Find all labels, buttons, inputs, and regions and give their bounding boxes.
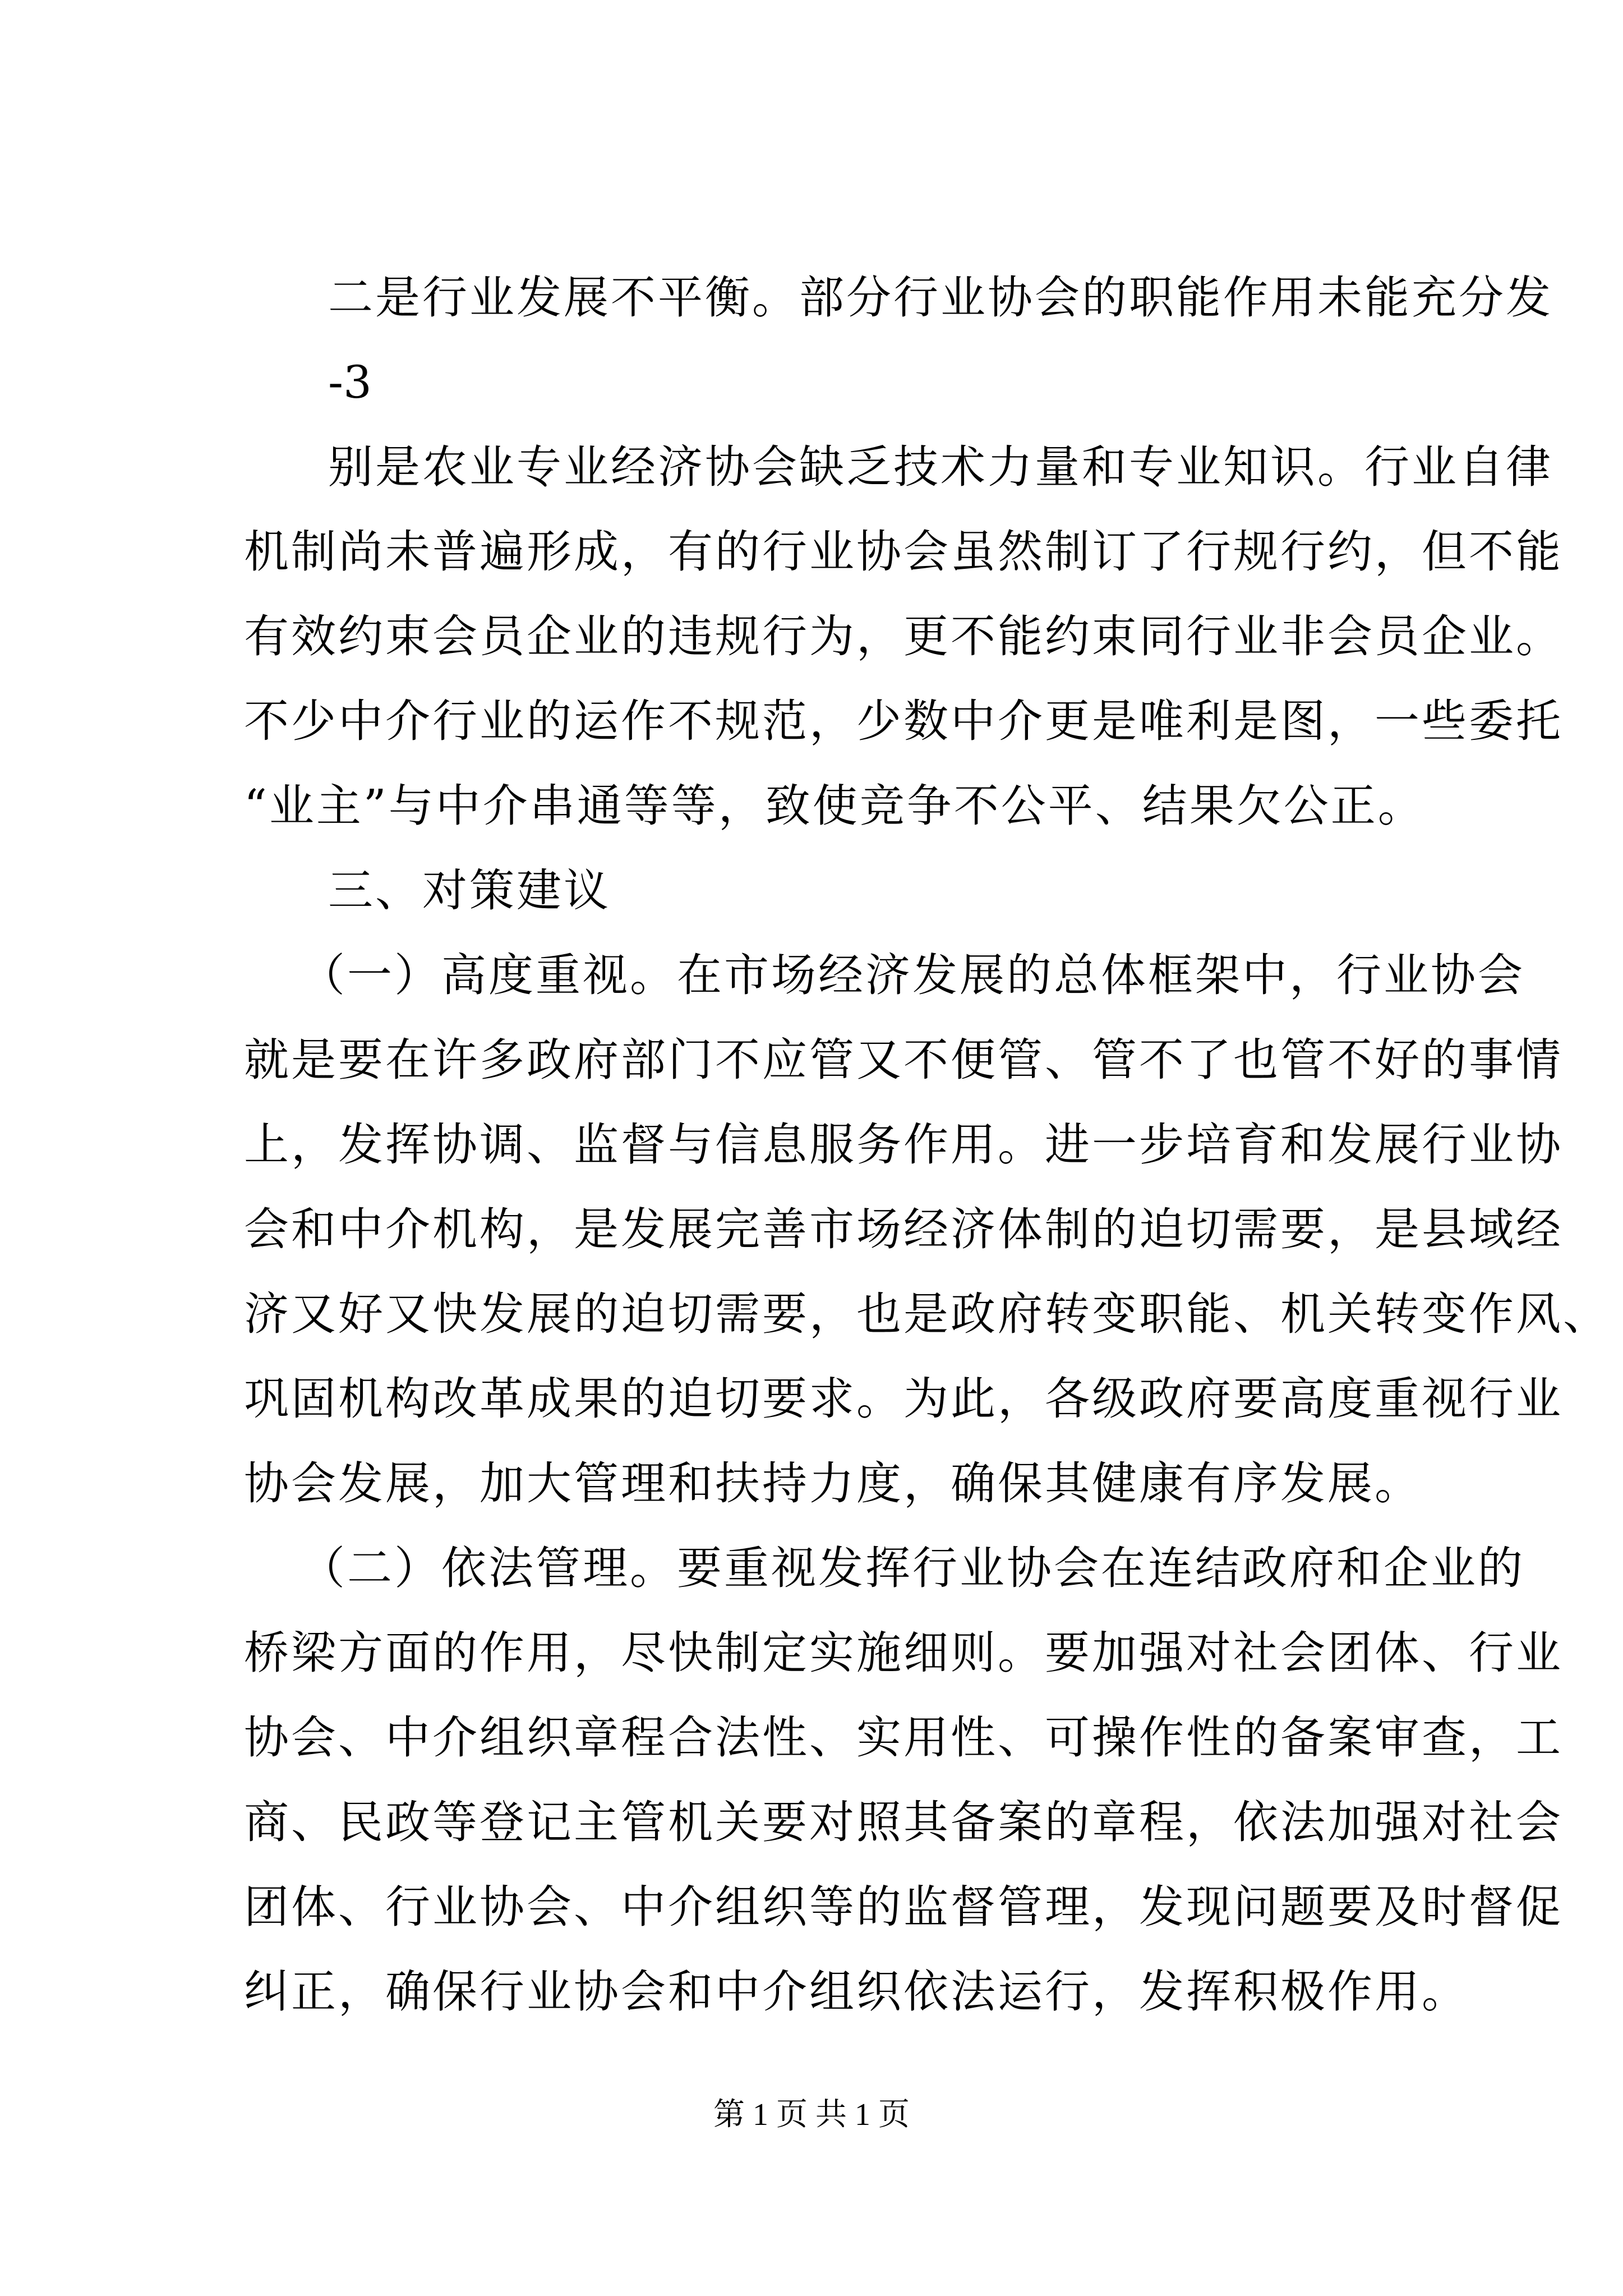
paragraph-line: 机制尚未普遍形成，有的行业协会虽然制订了行规行约，但不能 — [244, 526, 1563, 578]
paragraph-line: 巩固机构改革成果的迫切要求。为此，各级政府要高度重视行业 — [244, 1373, 1563, 1425]
paragraph-line: 协会发展，加大管理和扶持力度，确保其健康有序发展。 — [244, 1457, 1422, 1510]
paragraph-line: 就是要在许多政府部门不应管又不便管、管不了也管不好的事情 — [244, 1034, 1563, 1086]
paragraph-line: 上，发挥协调、监督与信息服务作用。进一步培育和发展行业协 — [244, 1119, 1563, 1171]
paragraph-line: “业主”与中介串通等等，致使竞争不公平、结果欠公正。 — [244, 780, 1425, 832]
paragraph-line: 二是行业发展不平衡。部分行业协会的职能作用未能充分发 — [328, 272, 1553, 324]
paragraph-line: 不少中介行业的运作不规范，少数中介更是唯利是图，一些委托 — [244, 695, 1563, 747]
paragraph-line: （一）高度重视。在市场经济发展的总体框架中，行业协会 — [300, 949, 1525, 1001]
paragraph-line: 济又好又快发展的迫切需要，也是政府转变职能、机关转变作风、 — [244, 1288, 1610, 1340]
paragraph-line: 有效约束会员企业的违规行为，更不能约束同行业非会员企业。 — [244, 610, 1563, 662]
paragraph-line: 团体、行业协会、中介组织等的监督管理，发现问题要及时督促 — [244, 1881, 1563, 1933]
section-heading: 三、对策建议 — [328, 864, 611, 917]
paragraph-line: 桥梁方面的作用，尽快制定实施细则。要加强对社会团体、行业 — [244, 1627, 1563, 1679]
page-marker: -3 — [328, 356, 372, 408]
paragraph-line: 别是农业专业经济协会缺乏技术力量和专业知识。行业自律 — [328, 441, 1553, 493]
page-footer: 第 1 页 共 1 页 — [713, 2097, 910, 2132]
paragraph-line: 纠正，确保行业协会和中介组织依法运行，发挥积极作用。 — [244, 1966, 1469, 2018]
paragraph-line: （二）依法管理。要重视发挥行业协会在连结政府和企业的 — [300, 1542, 1525, 1594]
document-body — [244, 255, 1610, 2034]
paragraph-line: 会和中介机构，是发展完善市场经济体制的迫切需要，是县域经 — [244, 1203, 1563, 1255]
paragraph-line: 商、民政等登记主管机关要对照其备案的章程，依法加强对社会 — [244, 1796, 1563, 1848]
paragraph-line: 协会、中介组织章程合法性、实用性、可操作性的备案审查，工 — [244, 1711, 1563, 1764]
